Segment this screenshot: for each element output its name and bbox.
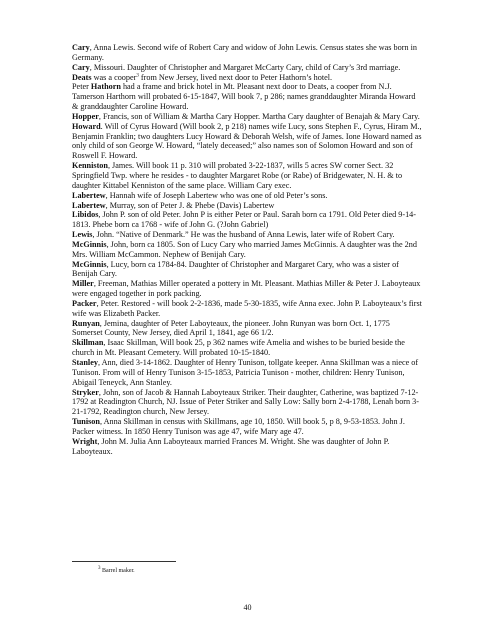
entry-paragraph: [72, 240, 422, 260]
entry-text: , Freeman, Mathias Miller operated a pottery in Mt. Pleasant. Mathias Miller & Peter J. Laboyteaux were engaged together in pork packing.: [72, 279, 421, 299]
entry-text: had a frame and brick hotel in Mt. Pleasant next door to Deats, a cooper from N.J. Tamerson Harthorn will probated 6-15-1847, Will book 7, p 286; names granddaughter Miranda Howard & granddaughter Caroline Howard.: [72, 82, 416, 112]
entry-paragraph: [72, 161, 422, 191]
entry-surname: Lewis: [72, 230, 93, 240]
entry-paragraph: [72, 191, 422, 201]
entry-text: , Missouri. Daughter of Christopher and Margaret McCarty Cary, child of Cary’s 3rd marriage.: [89, 62, 401, 72]
entry-text: , John, son of Jacob & Hannah Laboyteaux Striker. Their daughter, Catherine, was baptized 7-12-1792 at Readington Church, NJ. Issue of Peter Striker and Sally Low: Sally born 2-4-1788, Lenah born 3-21-1792, Readington church, New Jersey.: [72, 387, 419, 417]
entry-text: , Ann, died 3-14-1862. Daughter of Henry Tunison, tollgate keeper. Anna Skillman was a niece of Tunison. From will of Henry Tunison 3-15-1853, Patricia Tunison - mother, children: Henry Tunison, Abigail Teneyck, Ann Stanley.: [72, 358, 419, 387]
entry-paragraph: [72, 122, 422, 161]
entry-surname: Miller: [72, 279, 94, 289]
entry-surname: Cary: [72, 43, 90, 52]
entry-text: , John M. Julia Ann Laboyteaux married Frances M. Wright. She was daughter of John P. Laboyteaux.: [72, 436, 390, 456]
entry-text: , Anna Skillman in census with Skillmans, age 10, 1850. Will book 5, p 8, 9-53-1853. John J. Packer witness. In 1850 Henry Tunison was age 47, wife Mary age 47.: [72, 417, 405, 436]
entry-paragraph: [72, 112, 422, 122]
entry-paragraph: [72, 358, 422, 388]
entry-surname: Stanley: [72, 358, 98, 367]
entry-text: , Francis, son of William & Martha Cary Hopper. Martha Cary daughter of Benajah & Mary Cary.: [98, 111, 420, 121]
entry-paragraph: [72, 63, 422, 73]
entry-paragraph: [72, 201, 422, 211]
entry-paragraph: [72, 299, 422, 319]
entry-surname: Cary: [72, 62, 90, 72]
entry-paragraph: [72, 82, 422, 112]
entry-text: , Murray, son of Peter J. & Phebe (Davis) Labertew: [105, 200, 275, 210]
entry-paragraph: [72, 260, 422, 280]
entry-surname: Labertew: [72, 190, 106, 200]
entry-surname: McGinnis: [72, 259, 107, 269]
entry-text: , Isaac Skillman, Will book 25, p 362 names wife Amelia and wishes to be buried beside the church in Mt. Pleasant Cemetery. Will probated 10-15-1840.: [72, 338, 405, 358]
footnote-text: Barrel maker.: [100, 568, 135, 574]
footnote: [98, 567, 135, 575]
entry-surname: Hopper: [72, 111, 99, 121]
entry-surname: McGinnis: [72, 239, 107, 249]
entry-text: , James. Will book 11 p. 310 will probated 3-22-1837, wills 5 acres SW corner Sect. 32 Springfield Twp. where he resides - to daughter Margaret Robe (or Rabe) of Bridgewater, N. H. & to daughter Kittabel Kenniston of the same place. William Cary exec.: [72, 161, 403, 190]
entry-text: . Will of Cyrus Howard (Will book 2, p 218) names wife Lucy, sons Stephen F., Cyrus, Hiram M., Benjamin Franklin; two daughters Lucy Howard & Deborah Welsh, wife of James. Ione Howard named as only child of son George W. Howard, “lately deceased;” also names son of Solomon Howard and son of Roswell F. Howard.: [72, 121, 422, 161]
entry-paragraph: [72, 279, 422, 299]
entry-text: , John. “Native of Denmark.” He was the husband of Anna Lewis, later wife of Robert Cary.: [92, 230, 395, 240]
entry-paragraph: [72, 319, 422, 339]
entry-surname: Skillman: [72, 338, 104, 348]
entry-prefix: Peter: [72, 82, 91, 92]
entry-surname: Labertew: [72, 200, 106, 210]
entry-paragraph: [72, 437, 422, 457]
entry-text: , Jemina, daughter of Peter Laboyteaux, the pioneer. John Runyan was born Oct. 1, 1775 Somerset County, New Jersey, died April 1, 1841, age 66 1/2.: [72, 318, 390, 338]
entry-surname: Runyan: [72, 318, 100, 328]
entry-paragraph: [72, 388, 422, 418]
entry-text: was a cooper: [91, 72, 137, 82]
entry-paragraph: [72, 210, 422, 230]
entry-text-continued: from New Jersey, lived next door to Peter Hathorn’s hotel.: [138, 72, 333, 82]
entry-text: , Lucy, born ca 1784-84. Daughter of Christopher and Margaret Cary, who was a sister of Benijah Cary.: [72, 259, 399, 279]
page-number: 40: [243, 603, 252, 612]
entry-surname: Wright: [72, 436, 98, 446]
entry-surname: Packer: [72, 298, 97, 308]
entry-surname: Howard: [72, 121, 101, 131]
entry-paragraph: [72, 73, 422, 83]
entry-text: , John, born ca 1805. Son of Lucy Cary who married James McGinnis. A daughter was the 2nd Mrs. William McCammon. Nephew of Benijah Cary.: [72, 239, 417, 259]
entry-text: , Anna Lewis. Second wife of Robert Cary and widow of John Lewis. Census states she was born in Germany.: [72, 43, 417, 62]
entry-surname: Tunison: [72, 417, 100, 427]
entry-surname: Kenniston: [72, 161, 108, 171]
entry-surname: Stryker: [72, 387, 99, 397]
entry-text: , Peter. Restored - will book 2-2-1836, made 5-30-1835, wife Anna exec. John P. Laboyteaux’s first wife was Elizabeth Packer.: [72, 298, 422, 318]
entry-paragraph: [72, 338, 422, 358]
entry-text: , Hannah wife of Joseph Labertew who was one of old Peter’s sons.: [105, 190, 328, 200]
entry-paragraph: [72, 43, 422, 63]
entry-surname: Hathorn: [90, 82, 121, 92]
entry-surname: Deats: [72, 72, 92, 82]
footnote-divider: [72, 561, 176, 562]
entry-surname: Libidos: [72, 210, 99, 220]
entry-text: , John P. son of old Peter. John P is either Peter or Paul. Sarah born ca 1791. Old Peter died 9-14-1813. Phebe born ca 1768 - wife of John G. (?John Gabriel): [72, 210, 417, 230]
entries-list: [72, 43, 422, 456]
footnote-marker: 3: [98, 566, 101, 571]
entry-paragraph: [72, 230, 422, 240]
footnote-reference: 3: [136, 72, 139, 78]
entry-paragraph: [72, 417, 422, 437]
